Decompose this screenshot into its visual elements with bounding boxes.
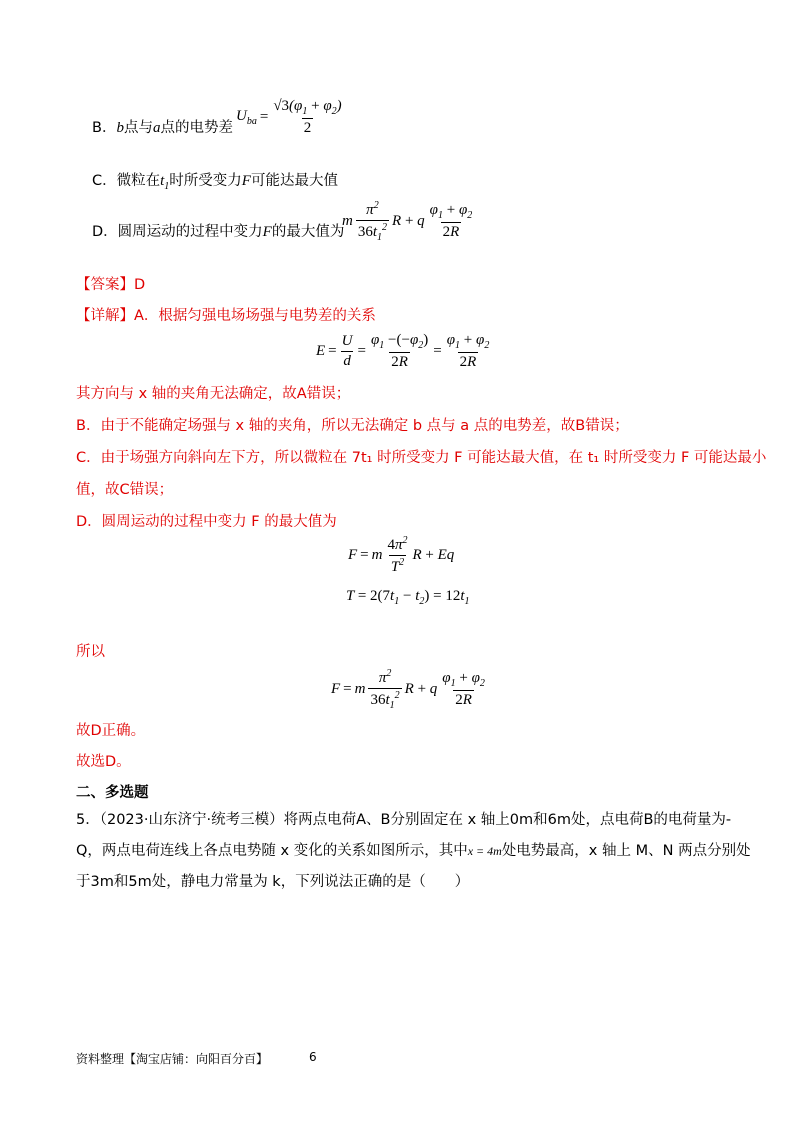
answer-line: 【答案】D	[76, 277, 146, 293]
page-number: 6	[309, 1050, 317, 1064]
detail-correct: 故D正确。	[76, 723, 146, 739]
footer-source: 资料整理【淘宝店铺：向阳百分百】	[76, 1052, 269, 1066]
detail-b-line: B．由于不能确定场强与 x 轴的夹角，所以无法确定 b 点与 a 点的电势差，故B错误；	[76, 418, 629, 434]
formula-f: F = m $\frac{4\pi^2}{T^2}$ R + Eq	[348, 535, 455, 575]
formula-t: $T = 2(7t_1 - t_2) = 12t_1$	[346, 588, 470, 607]
q5-line2: Q，两点电荷连线上各点电势随 x 变化的关系如图所示，其中x = 4m处电势最高，x 轴上 M、N 两点分别处	[76, 843, 751, 859]
q5-line3: 于3m和5m处，静电力常量为 k，下列说法正确的是（ ）	[76, 874, 470, 890]
detail-d-line: D．圆周运动的过程中变力 F 的最大值为	[76, 514, 337, 530]
detail-a-line: 【详解】A．根据匀强电场场强与电势差的关系	[76, 308, 376, 324]
detail-so: 所以	[76, 644, 105, 660]
option-d: D．圆周运动的过程中变力F的最大值为	[92, 224, 345, 240]
formula-f-final: F = m $\frac{\pi^2}{36t_1^2}$ R + q $\frac{\varphi_1 + \varphi_2}{2R}$	[331, 668, 485, 711]
option-c: C．微粒在$t_1$时所受变力F可能达最大值	[92, 173, 338, 192]
option-b: B．b点与a点的电势差	[92, 120, 233, 136]
option-d-formula: m $\frac{\pi^2}{36t_1^2}$ R + q $\frac{\varphi_1 + \varphi_2}{2R}$	[342, 200, 473, 243]
detail-line2: 其方向与 x 轴的夹角无法确定，故A错误；	[76, 386, 351, 402]
detail-c-line1: C．由于场强方向斜向左下方，所以微粒在 7t₁ 时所受变力 F 可能达最大值，在 t₁ 时所受变力 F 可能达最小	[76, 450, 767, 466]
formula-e: E = $\frac{U}{d}$ = $\frac{\varphi_1 -(-\varphi_2)}{2R}$ = $\frac{\varphi_1 + \varphi_2}{2R}$	[316, 332, 490, 370]
detail-c-line2: 值，故C错误；	[76, 482, 174, 498]
section-heading: 二、多选题	[76, 785, 149, 801]
detail-choose: 故选D。	[76, 754, 131, 770]
option-b-formula: $U_{ba}$ = $\frac{√3(\varphi_1 + \varphi_2)}{2}$	[236, 98, 342, 136]
q5-line1: 5．（2023·山东济宁·统考三模）将两点电荷A、B分别固定在 x 轴上0m和6m处，点电荷B的电荷量为-	[76, 812, 732, 828]
